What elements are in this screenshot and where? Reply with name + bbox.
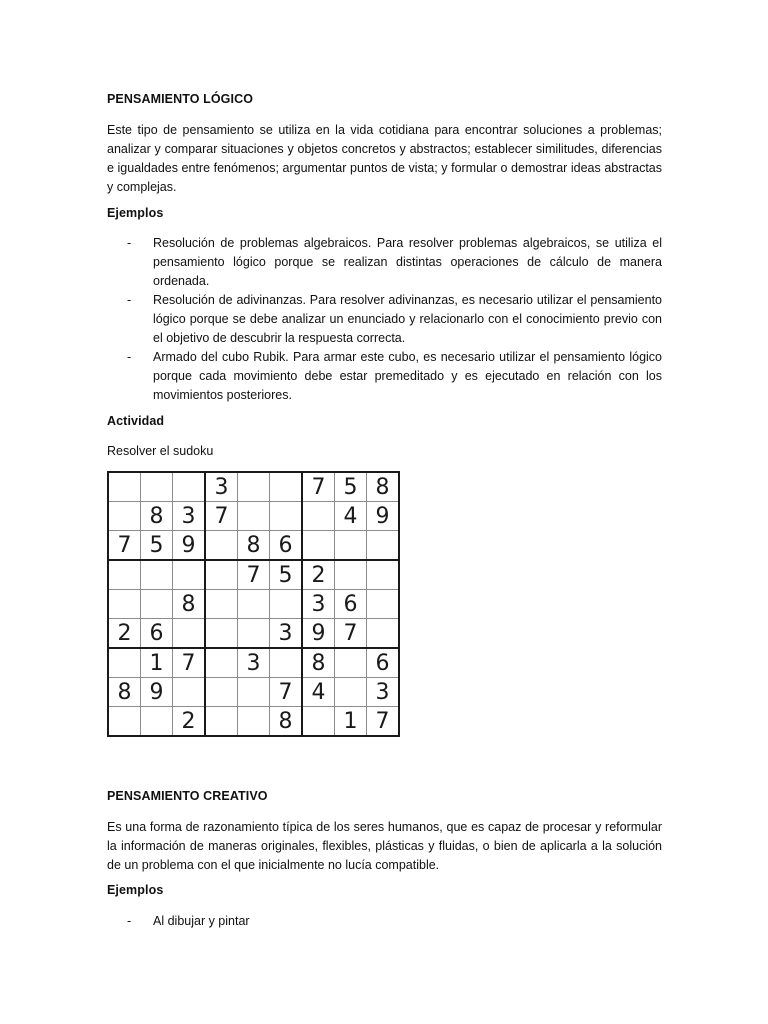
sudoku-cell[interactable] [173, 472, 206, 502]
sudoku-cell[interactable]: 6 [270, 531, 303, 561]
sudoku-cell[interactable] [302, 531, 335, 561]
sudoku-cell[interactable] [270, 648, 303, 678]
sudoku-cell[interactable]: 6 [335, 590, 367, 619]
sudoku-cell[interactable] [367, 560, 400, 590]
sudoku-cell[interactable] [302, 707, 335, 737]
sudoku-cell[interactable] [108, 560, 141, 590]
sudoku-row [108, 707, 399, 737]
sudoku-cell[interactable]: 8 [238, 531, 270, 561]
sudoku-cell[interactable]: 3 [205, 472, 238, 502]
sudoku-cell[interactable]: 7 [335, 619, 367, 649]
sudoku-cell[interactable] [108, 707, 141, 737]
list-item-text: Armado del cubo Rubik. Para armar este cubo, es necesario utilizar el pensamiento lógico porque cada movimiento debe estar premeditado y es ejecutado en relación con los movimientos posteriores. [153, 350, 662, 402]
sudoku-cell[interactable]: 2 [173, 707, 206, 737]
sudoku-cell[interactable]: 9 [367, 502, 400, 531]
sudoku-grid [107, 471, 400, 737]
sudoku-cell[interactable] [173, 619, 206, 649]
sudoku-row [108, 502, 399, 531]
sudoku-cell[interactable]: 4 [302, 678, 335, 707]
sudoku-cell[interactable] [270, 502, 303, 531]
sudoku-cell[interactable]: 9 [302, 619, 335, 649]
examples-list-logico [107, 234, 662, 405]
sudoku-cell[interactable] [141, 590, 173, 619]
sudoku-cell[interactable] [205, 707, 238, 737]
sudoku-cell[interactable] [141, 560, 173, 590]
sudoku-cell[interactable]: 7 [302, 472, 335, 502]
list-item [107, 348, 662, 405]
sudoku-cell[interactable] [173, 560, 206, 590]
bullet-dash: - [127, 236, 132, 250]
sudoku-cell[interactable]: 2 [108, 619, 141, 649]
sudoku-cell[interactable]: 3 [270, 619, 303, 649]
sudoku-row [108, 619, 399, 649]
sudoku-cell[interactable] [238, 502, 270, 531]
sudoku-cell[interactable]: 3 [238, 648, 270, 678]
sudoku-cell[interactable] [238, 678, 270, 707]
sudoku-cell[interactable]: 9 [141, 678, 173, 707]
sudoku-cell[interactable] [108, 590, 141, 619]
sudoku-cell[interactable] [270, 472, 303, 502]
sudoku-cell[interactable]: 5 [141, 531, 173, 561]
examples-title-creativo: Ejemplos [107, 883, 164, 897]
examples-title-logico: Ejemplos [107, 206, 164, 220]
sudoku-cell[interactable] [205, 590, 238, 619]
bullet-dash: - [127, 914, 132, 928]
sudoku-cell[interactable] [108, 502, 141, 531]
sudoku-cell[interactable] [205, 648, 238, 678]
list-item [107, 291, 662, 348]
sudoku-cell[interactable]: 1 [141, 648, 173, 678]
list-item-text: Resolución de adivinanzas. Para resolver adivinanzas, es necesario utilizar el pensamiento lógico porque se debe analizar un enunciado y relacionarlo con el conocimiento previo con el objetivo de descubrir la respuesta correcta. [153, 293, 662, 345]
activity-title: Actividad [107, 414, 165, 428]
sudoku-cell[interactable]: 4 [335, 502, 367, 531]
sudoku-cell[interactable] [270, 590, 303, 619]
sudoku-row [108, 678, 399, 707]
activity-instruction: Resolver el sudoku [107, 444, 214, 458]
sudoku-cell[interactable]: 3 [367, 678, 400, 707]
sudoku-row [108, 472, 399, 502]
sudoku-cell[interactable]: 8 [173, 590, 206, 619]
list-item-text: Al dibujar y pintar [153, 914, 250, 928]
sudoku-cell[interactable] [238, 472, 270, 502]
list-item [107, 234, 662, 291]
sudoku-cell[interactable] [205, 560, 238, 590]
sudoku-cell[interactable]: 3 [302, 590, 335, 619]
sudoku-cell[interactable]: 8 [141, 502, 173, 531]
sudoku-row [108, 590, 399, 619]
sudoku-cell[interactable] [335, 678, 367, 707]
sudoku-cell[interactable] [367, 619, 400, 649]
sudoku-cell[interactable] [335, 560, 367, 590]
sudoku-cell[interactable]: 3 [173, 502, 206, 531]
bullet-dash: - [127, 350, 132, 364]
section-title-logico: PENSAMIENTO LÓGICO [107, 92, 254, 106]
sudoku-cell[interactable]: 8 [302, 648, 335, 678]
sudoku-cell[interactable] [108, 648, 141, 678]
sudoku-cell[interactable] [141, 472, 173, 502]
examples-list-creativo [107, 912, 662, 931]
sudoku-cell[interactable]: 8 [108, 678, 141, 707]
paragraph-creativo: Es una forma de razonamiento típica de los seres humanos, que es capaz de procesar y reformular la información de maneras originales, flexibles, plásticas y fluidas, o bien de aplicarla a la solución de un problema con el que inicialmente no lucía compatible. [107, 820, 662, 872]
sudoku-cell[interactable]: 7 [270, 678, 303, 707]
sudoku-cell[interactable]: 7 [367, 707, 400, 737]
sudoku-row [108, 648, 399, 678]
sudoku-cell[interactable] [335, 648, 367, 678]
sudoku-cell[interactable]: 9 [173, 531, 206, 561]
sudoku-cell[interactable]: 2 [302, 560, 335, 590]
sudoku-cell[interactable]: 8 [270, 707, 303, 737]
bullet-dash: - [127, 293, 132, 307]
sudoku-cell[interactable] [205, 531, 238, 561]
sudoku-cell[interactable] [238, 707, 270, 737]
sudoku-cell[interactable] [173, 678, 206, 707]
sudoku-cell[interactable]: 6 [141, 619, 173, 649]
sudoku-cell[interactable]: 5 [270, 560, 303, 590]
sudoku-cell[interactable] [205, 619, 238, 649]
sudoku-cell[interactable]: 1 [335, 707, 367, 737]
paragraph-logico: Este tipo de pensamiento se utiliza en la vida cotidiana para encontrar soluciones a problemas; analizar y comparar situaciones y objetos concretos y abstractos; establecer similitudes, diferencias e igualdades entre fenómenos; argumentar puntos de vista; y formular o demostrar ideas abstractas y complejas. [107, 123, 662, 194]
sudoku-cell[interactable] [302, 502, 335, 531]
sudoku-cell[interactable] [335, 531, 367, 561]
sudoku-cell[interactable]: 5 [335, 472, 367, 502]
sudoku-cell[interactable] [141, 707, 173, 737]
list-item [107, 912, 662, 931]
sudoku-cell[interactable]: 7 [108, 531, 141, 561]
sudoku-row [108, 560, 399, 590]
sudoku-cell[interactable] [367, 531, 400, 561]
sudoku-cell[interactable] [238, 619, 270, 649]
sudoku-cell[interactable]: 7 [173, 648, 206, 678]
section-title-creativo: PENSAMIENTO CREATIVO [107, 789, 268, 803]
sudoku-cell[interactable] [108, 472, 141, 502]
sudoku-cell[interactable] [367, 590, 400, 619]
sudoku-cell[interactable]: 7 [238, 560, 270, 590]
sudoku-cell[interactable] [238, 590, 270, 619]
list-item-text: Resolución de problemas algebraicos. Para resolver problemas algebraicos, se utiliza el pensamiento lógico porque se realizan distintas operaciones de cálculo de manera ordenada. [153, 236, 662, 288]
sudoku-row [108, 531, 399, 561]
sudoku-cell[interactable]: 8 [367, 472, 400, 502]
sudoku-cell[interactable]: 6 [367, 648, 400, 678]
sudoku-cell[interactable]: 7 [205, 502, 238, 531]
sudoku-cell[interactable] [205, 678, 238, 707]
